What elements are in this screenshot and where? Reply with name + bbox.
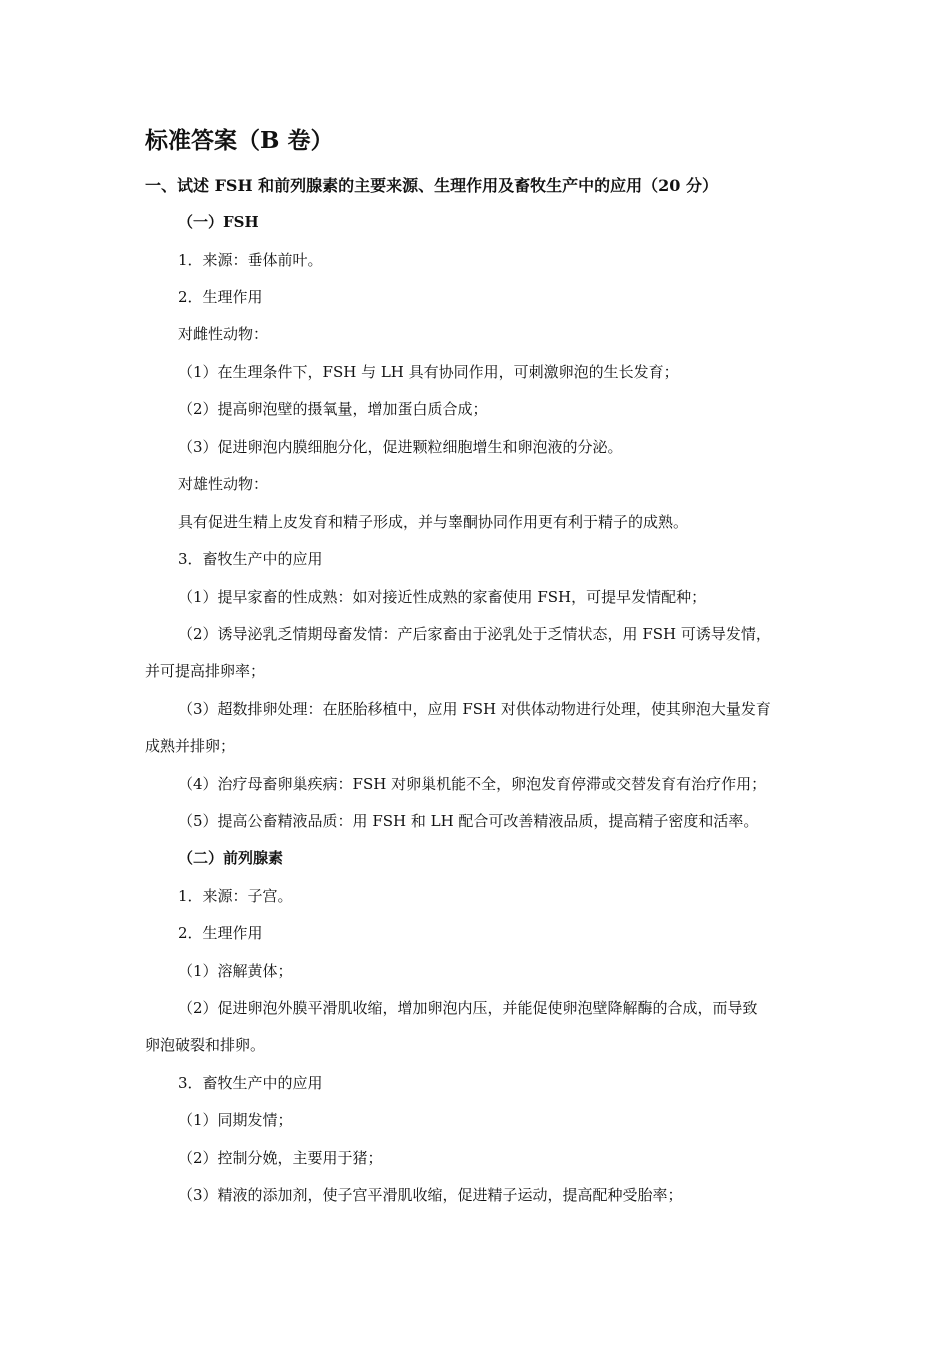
fsh-female-item: （1）在生理条件下，FSH 与 LH 具有协同作用，可刺激卵泡的生长发育； bbox=[178, 363, 679, 381]
fsh-application-item-continued: 成熟并排卵； bbox=[145, 737, 236, 755]
pg-physiology-item-continued: 卵泡破裂和排卵。 bbox=[145, 1036, 266, 1054]
pg-application-item: （1）同期发情； bbox=[178, 1111, 293, 1129]
fsh-application-item: （5）提高公畜精液品质：用 FSH 和 LH 配合可改善精液品质，提高精子密度和活率。 bbox=[178, 812, 759, 830]
section-heading-fsh: （一）FSH bbox=[178, 213, 259, 231]
pg-application-heading: 3．畜牧生产中的应用 bbox=[178, 1074, 323, 1092]
fsh-male-text: 具有促进生精上皮发育和精子形成，并与睾酮协同作用更有利于精子的成熟。 bbox=[178, 513, 689, 531]
pg-source: 1．来源：子宫。 bbox=[178, 887, 293, 905]
fsh-application-heading: 3．畜牧生产中的应用 bbox=[178, 550, 323, 568]
fsh-application-item: （4）治疗母畜卵巢疾病：FSH 对卵巢机能不全，卵泡发育停滞或交替发育有治疗作用； bbox=[178, 775, 767, 793]
pg-application-item: （3）精液的添加剂，使子宫平滑肌收缩，促进精子运动，提高配种受胎率； bbox=[178, 1186, 683, 1204]
fsh-application-item: （1）提早家畜的性成熟：如对接近性成熟的家畜使用 FSH，可提早发情配种； bbox=[178, 588, 707, 606]
question-heading: 一、试述 FSH 和前列腺素的主要来源、生理作用及畜牧生产中的应用（20 分） bbox=[145, 176, 719, 195]
fsh-female-label: 对雌性动物： bbox=[178, 325, 269, 343]
section-heading-prostaglandin: （二）前列腺素 bbox=[178, 849, 284, 867]
fsh-application-item: （2）诱导泌乳乏情期母畜发情：产后家畜由于泌乳处于乏情状态，用 FSH 可诱导发情， bbox=[178, 625, 771, 643]
fsh-male-label: 对雄性动物： bbox=[178, 475, 269, 493]
document-title: 标准答案（B 卷） bbox=[145, 127, 334, 154]
fsh-source: 1．来源：垂体前叶。 bbox=[178, 251, 323, 269]
fsh-female-item: （3）促进卵泡内膜细胞分化，促进颗粒细胞增生和卵泡液的分泌。 bbox=[178, 438, 623, 456]
fsh-female-item: （2）提高卵泡壁的摄氧量，增加蛋白质合成； bbox=[178, 400, 488, 418]
fsh-application-item: （3）超数排卵处理：在胚胎移植中，应用 FSH 对供体动物进行处理，使其卵泡大量发育 bbox=[178, 700, 771, 718]
pg-application-item: （2）控制分娩，主要用于猪； bbox=[178, 1149, 383, 1167]
pg-physiology-heading: 2．生理作用 bbox=[178, 924, 263, 942]
fsh-application-item-continued: 并可提高排卵率； bbox=[145, 662, 266, 680]
pg-physiology-item: （1）溶解黄体； bbox=[178, 962, 293, 980]
pg-physiology-item: （2）促进卵泡外膜平滑肌收缩，增加卵泡内压，并能促使卵泡壁降解酶的合成，而导致 bbox=[178, 999, 758, 1017]
fsh-physiology-heading: 2．生理作用 bbox=[178, 288, 263, 306]
